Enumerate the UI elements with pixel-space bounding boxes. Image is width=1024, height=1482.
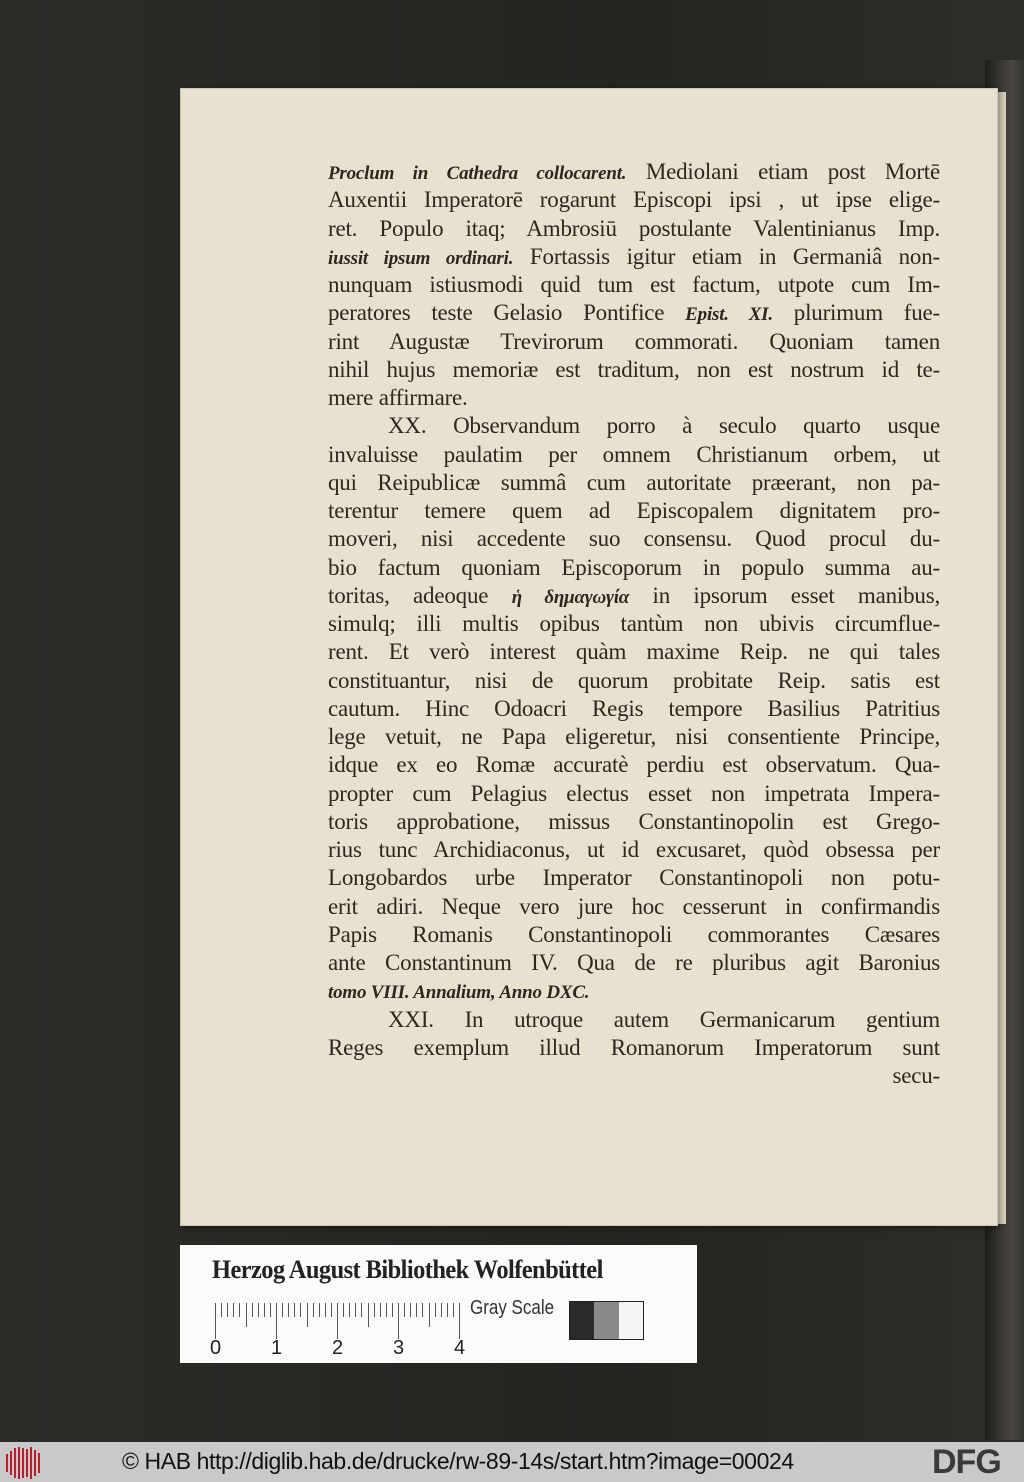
ruler-tick xyxy=(343,1303,344,1317)
text-line xyxy=(328,921,940,949)
text-segment: in ipsorum esset manibus, xyxy=(629,582,941,608)
text-line xyxy=(328,610,940,638)
copyright-url[interactable]: © HAB http://diglib.hab.de/drucke/rw-89-14s/start.htm?image=00024 xyxy=(122,1448,794,1474)
ruler-tick xyxy=(319,1303,320,1317)
ruler-tick xyxy=(441,1303,442,1317)
text-line xyxy=(328,412,940,440)
ruler-tick xyxy=(313,1303,314,1317)
ruler-tick xyxy=(380,1303,381,1317)
gray-swatch xyxy=(570,1302,594,1339)
dfg-logo: DFG xyxy=(932,1443,1001,1481)
ruler-tick xyxy=(258,1303,259,1317)
ruler-tick xyxy=(270,1303,271,1317)
text-line xyxy=(328,497,940,525)
text-line xyxy=(328,1034,940,1062)
text-segment: ret. Populo itaq; Ambrosiū postulante Valentinianus Imp. xyxy=(328,215,940,241)
ruler-tick xyxy=(392,1303,393,1317)
text-segment: moveri, nisi accedente suo consensu. Quod procul du- xyxy=(328,526,940,552)
text-line xyxy=(328,384,940,412)
text-segment: invaluisse paulatim per omnem Christianum orbem, ut xyxy=(328,441,940,467)
ruler-tick xyxy=(252,1303,253,1317)
text-segment: toritas, adeoque xyxy=(328,582,512,608)
text-line xyxy=(328,723,940,751)
text-segment: plurimum fue- xyxy=(772,300,940,326)
ruler-tick xyxy=(227,1303,228,1317)
text-segment: rius tunc Archidiaconus, ut id excusaret, quòd obsessa per xyxy=(328,837,940,862)
ruler-tick xyxy=(355,1303,356,1317)
text-segment: XXI. In utroque autem Germanicarum gentium xyxy=(388,1006,940,1032)
ruler-tick xyxy=(233,1303,234,1317)
text-line xyxy=(328,893,940,921)
ruler-tick xyxy=(416,1303,417,1317)
ruler-tick xyxy=(349,1303,350,1317)
italic-text: iussit ipsum ordinari. xyxy=(328,247,514,269)
ruler-tick xyxy=(331,1303,332,1317)
ruler-number: 3 xyxy=(393,1337,405,1359)
text-line xyxy=(328,780,940,808)
text-line xyxy=(328,356,940,384)
italic-text: tomo VIII. Annalium, Anno DXC. xyxy=(328,982,590,1004)
color-calibration-card xyxy=(180,1245,697,1363)
hab-logo-icon xyxy=(6,1447,44,1479)
ruler-tick xyxy=(288,1303,289,1317)
logo-bar xyxy=(18,1447,20,1479)
text-line xyxy=(328,299,940,327)
text-line xyxy=(328,186,940,214)
text-segment: erit adiri. Neque vero jure hoc cesserunt in confirmandis xyxy=(328,893,940,919)
ruler-tick xyxy=(368,1303,369,1327)
logo-bar xyxy=(10,1451,12,1475)
gray-scale-swatches xyxy=(569,1301,644,1340)
ruler-tick xyxy=(404,1303,405,1317)
text-line xyxy=(328,271,940,299)
text-line xyxy=(328,977,940,1005)
text-segment: cautum. Hinc Odoacri Regis tempore Basilius Patritius xyxy=(328,695,940,721)
ruler-tick xyxy=(300,1303,301,1317)
text-segment: toris approbatione, missus Constantinopolin est Grego- xyxy=(328,808,940,834)
library-name: Herzog August Bibliothek Wolfenbüttel xyxy=(212,1255,603,1284)
gray-swatch xyxy=(619,1302,643,1339)
ruler-tick xyxy=(386,1303,387,1317)
ruler-tick xyxy=(422,1303,423,1317)
ruler-tick xyxy=(215,1303,216,1339)
text-segment: terentur temere quem ad Episcopalem dignitatem pro- xyxy=(328,498,940,523)
ruler-tick xyxy=(294,1303,295,1317)
logo-bar xyxy=(6,1454,8,1472)
ruler-tick xyxy=(459,1303,460,1339)
ruler-tick xyxy=(447,1303,448,1317)
text-segment: Papis Romanis Constantinopoli commorantes Cæsares xyxy=(328,921,940,947)
text-segment: XX. Observandum porro à seculo quarto usque xyxy=(388,413,940,439)
text-line xyxy=(328,949,940,977)
text-line xyxy=(328,1006,940,1034)
text-segment: Auxentii Imperatorē rogarunt Episcopi ipsi , ut ipse elige- xyxy=(328,187,940,213)
italic-text: Epist. XI. xyxy=(685,304,773,326)
gray-swatch xyxy=(594,1302,618,1339)
text-segment: nunquam istiusmodi quid tum est factum, utpote cum Im- xyxy=(328,272,940,297)
ruler-number: 1 xyxy=(271,1337,283,1359)
text-segment: bio factum quoniam Episcoporum in populo summa au- xyxy=(328,554,940,580)
logo-bar xyxy=(22,1448,24,1478)
ruler-tick xyxy=(435,1303,436,1317)
italic-text: ἡ δημαγωγία xyxy=(511,586,630,608)
ruler-tick xyxy=(239,1303,240,1317)
centimeter-ruler xyxy=(215,1303,460,1339)
ruler-tick xyxy=(246,1303,247,1327)
italic-text: Proclum in Cathedra collocarent. xyxy=(328,163,627,184)
text-line xyxy=(328,1062,940,1090)
text-segment: Fortassis igitur etiam in Germaniâ non- xyxy=(513,243,940,269)
text-segment: lege vetuit, ne Papa eligeretur, nisi consentiente Principe, xyxy=(328,724,940,749)
logo-bar xyxy=(26,1449,28,1477)
ruler-number: 4 xyxy=(454,1337,466,1359)
text-line xyxy=(328,158,940,186)
text-segment: Reges exemplum illud Romanorum Imperatorum sunt xyxy=(328,1034,940,1060)
text-line xyxy=(328,243,940,271)
text-segment: Longobardos urbe Imperator Constantinopoli non potu- xyxy=(328,865,940,891)
ruler-tick xyxy=(398,1303,399,1339)
ruler-tick xyxy=(429,1303,430,1327)
logo-bar xyxy=(34,1450,36,1476)
text-segment: ante Constantinum IV. Qua de re pluribus agit Baronius xyxy=(328,950,940,975)
text-segment: propter cum Pelagius electus esset non impetrata Impera- xyxy=(328,780,940,806)
logo-bar xyxy=(38,1453,40,1473)
text-line xyxy=(328,638,940,666)
text-line xyxy=(328,215,940,243)
ruler-tick xyxy=(282,1303,283,1317)
ruler-tick xyxy=(410,1303,411,1317)
text-line xyxy=(328,864,940,892)
text-segment: Mediolani etiam post Mortē xyxy=(626,159,941,184)
footer-bar xyxy=(0,1442,1024,1482)
ruler-tick xyxy=(221,1303,222,1317)
text-line xyxy=(328,328,940,356)
text-line xyxy=(328,808,940,836)
text-line xyxy=(328,667,940,695)
text-line xyxy=(328,582,940,610)
ruler-tick xyxy=(307,1303,308,1327)
text-line xyxy=(328,469,940,497)
text-segment: nihil hujus memoriæ est traditum, non est nostrum id te- xyxy=(328,356,940,382)
text-segment: constituantur, nisi de quorum probitate Reip. satis est xyxy=(328,667,940,693)
logo-bar xyxy=(14,1448,16,1478)
text-segment: secu- xyxy=(892,1063,940,1088)
ruler-tick xyxy=(374,1303,375,1317)
ruler-number: 0 xyxy=(210,1337,222,1359)
text-line xyxy=(328,554,940,582)
text-segment: qui Reipublicæ summâ cum autoritate præerant, non pa- xyxy=(328,469,940,495)
ruler-tick xyxy=(325,1303,326,1317)
text-segment: mere affirmare. xyxy=(328,385,468,410)
ruler-tick xyxy=(337,1303,338,1339)
logo-bar xyxy=(30,1447,32,1479)
ruler-tick xyxy=(361,1303,362,1317)
ruler-tick xyxy=(264,1303,265,1317)
text-segment: peratores teste Gelasio Pontifice xyxy=(328,300,686,326)
text-segment: simulq; illi multis opibus tantùm non ubivis circumflue- xyxy=(328,611,940,636)
gray-scale-label: Gray Scale xyxy=(470,1297,555,1319)
text-line xyxy=(328,836,940,864)
page-text xyxy=(328,158,940,1090)
ruler-tick xyxy=(453,1303,454,1317)
text-line xyxy=(328,525,940,553)
text-segment: rent. Et verò interest quàm maxime Reip. ne qui tales xyxy=(328,639,940,665)
text-line xyxy=(328,695,940,723)
ruler-tick xyxy=(276,1303,277,1339)
text-line xyxy=(328,751,940,779)
text-segment: idque ex eo Romæ accuratè perdiu est observatum. Qua- xyxy=(328,752,940,778)
ruler-number: 2 xyxy=(332,1337,344,1359)
page-edge xyxy=(998,92,1006,1224)
text-segment: rint Augustæ Trevirorum commorati. Quoniam tamen xyxy=(328,328,940,354)
text-line xyxy=(328,441,940,469)
